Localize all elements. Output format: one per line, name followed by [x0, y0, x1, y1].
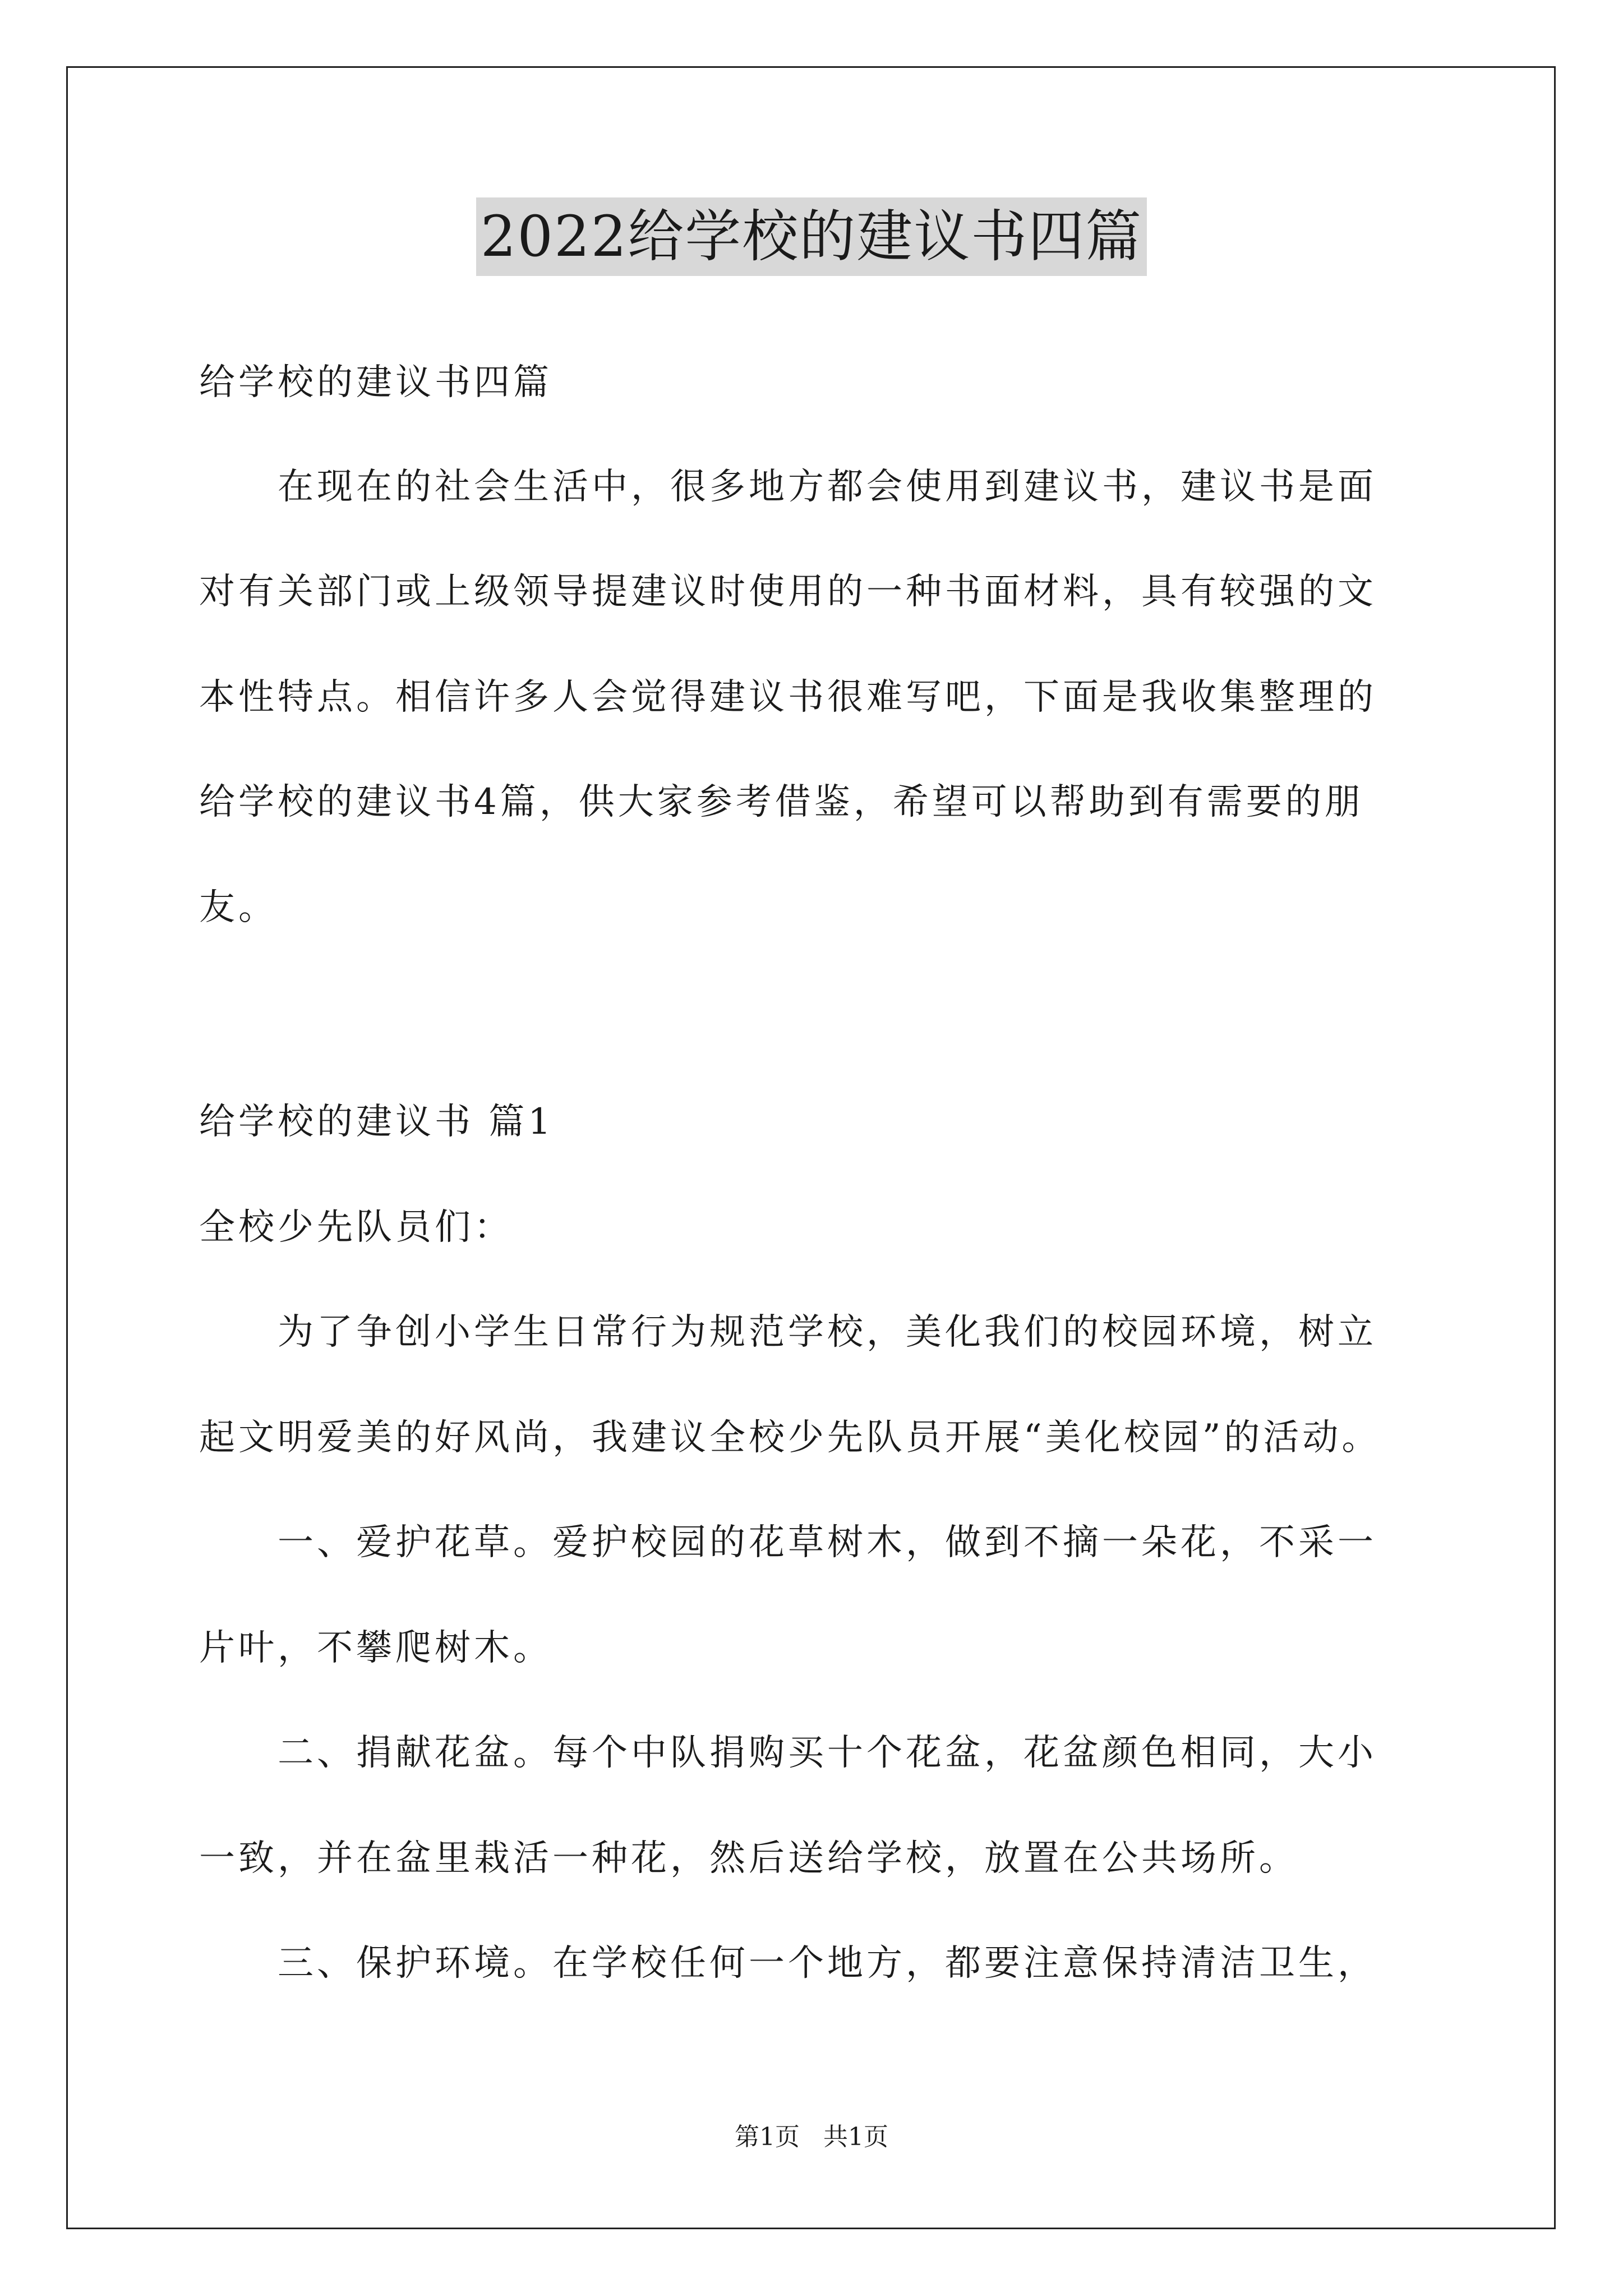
text-line: 一致，并在盆里栽活一种花，然后送给学校，放置在公共场所。 [199, 1838, 1298, 1879]
page-number-total: 共1页 [823, 2123, 888, 2151]
text-line: 一、爱护花草。爱护校园的花草树木，做到不摘一朵花，不采一 [199, 1522, 1377, 1563]
text-line: 起文明爱美的好风尚，我建议全校少先队员开展“美化校园”的活动。 [199, 1417, 1381, 1458]
text-line: 友。 [199, 887, 278, 928]
text-line: 给学校的建议书4篇，供大家参考借鉴，希望可以帮助到有需要的朋 [199, 781, 1364, 823]
text-line: 本性特点。相信许多人会觉得建议书很难写吧，下面是我收集整理的 [199, 677, 1377, 718]
salutation-line: 全校少先队员们： [199, 1207, 513, 1248]
text-line: 三、保护环境。在学校任何一个地方，都要注意保持清洁卫生， [199, 1943, 1377, 1984]
title-container [0, 197, 1623, 276]
text-line: 片叶，不攀爬树木。 [199, 1627, 552, 1669]
page-footer [0, 2120, 1623, 2154]
text-line: 对有关部门或上级领导提建议时使用的一种书面材料，具有较强的文 [199, 571, 1377, 613]
text-line: 二、捐献花盆。每个中队捐购买十个花盆，花盆颜色相同，大小 [199, 1732, 1377, 1774]
section-heading: 给学校的建议书 篇1 [199, 1101, 555, 1143]
page-number-current: 第1页 [735, 2123, 800, 2151]
subtitle-line: 给学校的建议书四篇 [199, 362, 552, 403]
text-line: 在现在的社会生活中，很多地方都会使用到建议书，建议书是面 [199, 466, 1377, 508]
page-title: 2022给学校的建议书四篇 [476, 197, 1147, 276]
text-line: 为了争创小学生日常行为规范学校，美化我们的校园环境，树立 [199, 1312, 1377, 1353]
